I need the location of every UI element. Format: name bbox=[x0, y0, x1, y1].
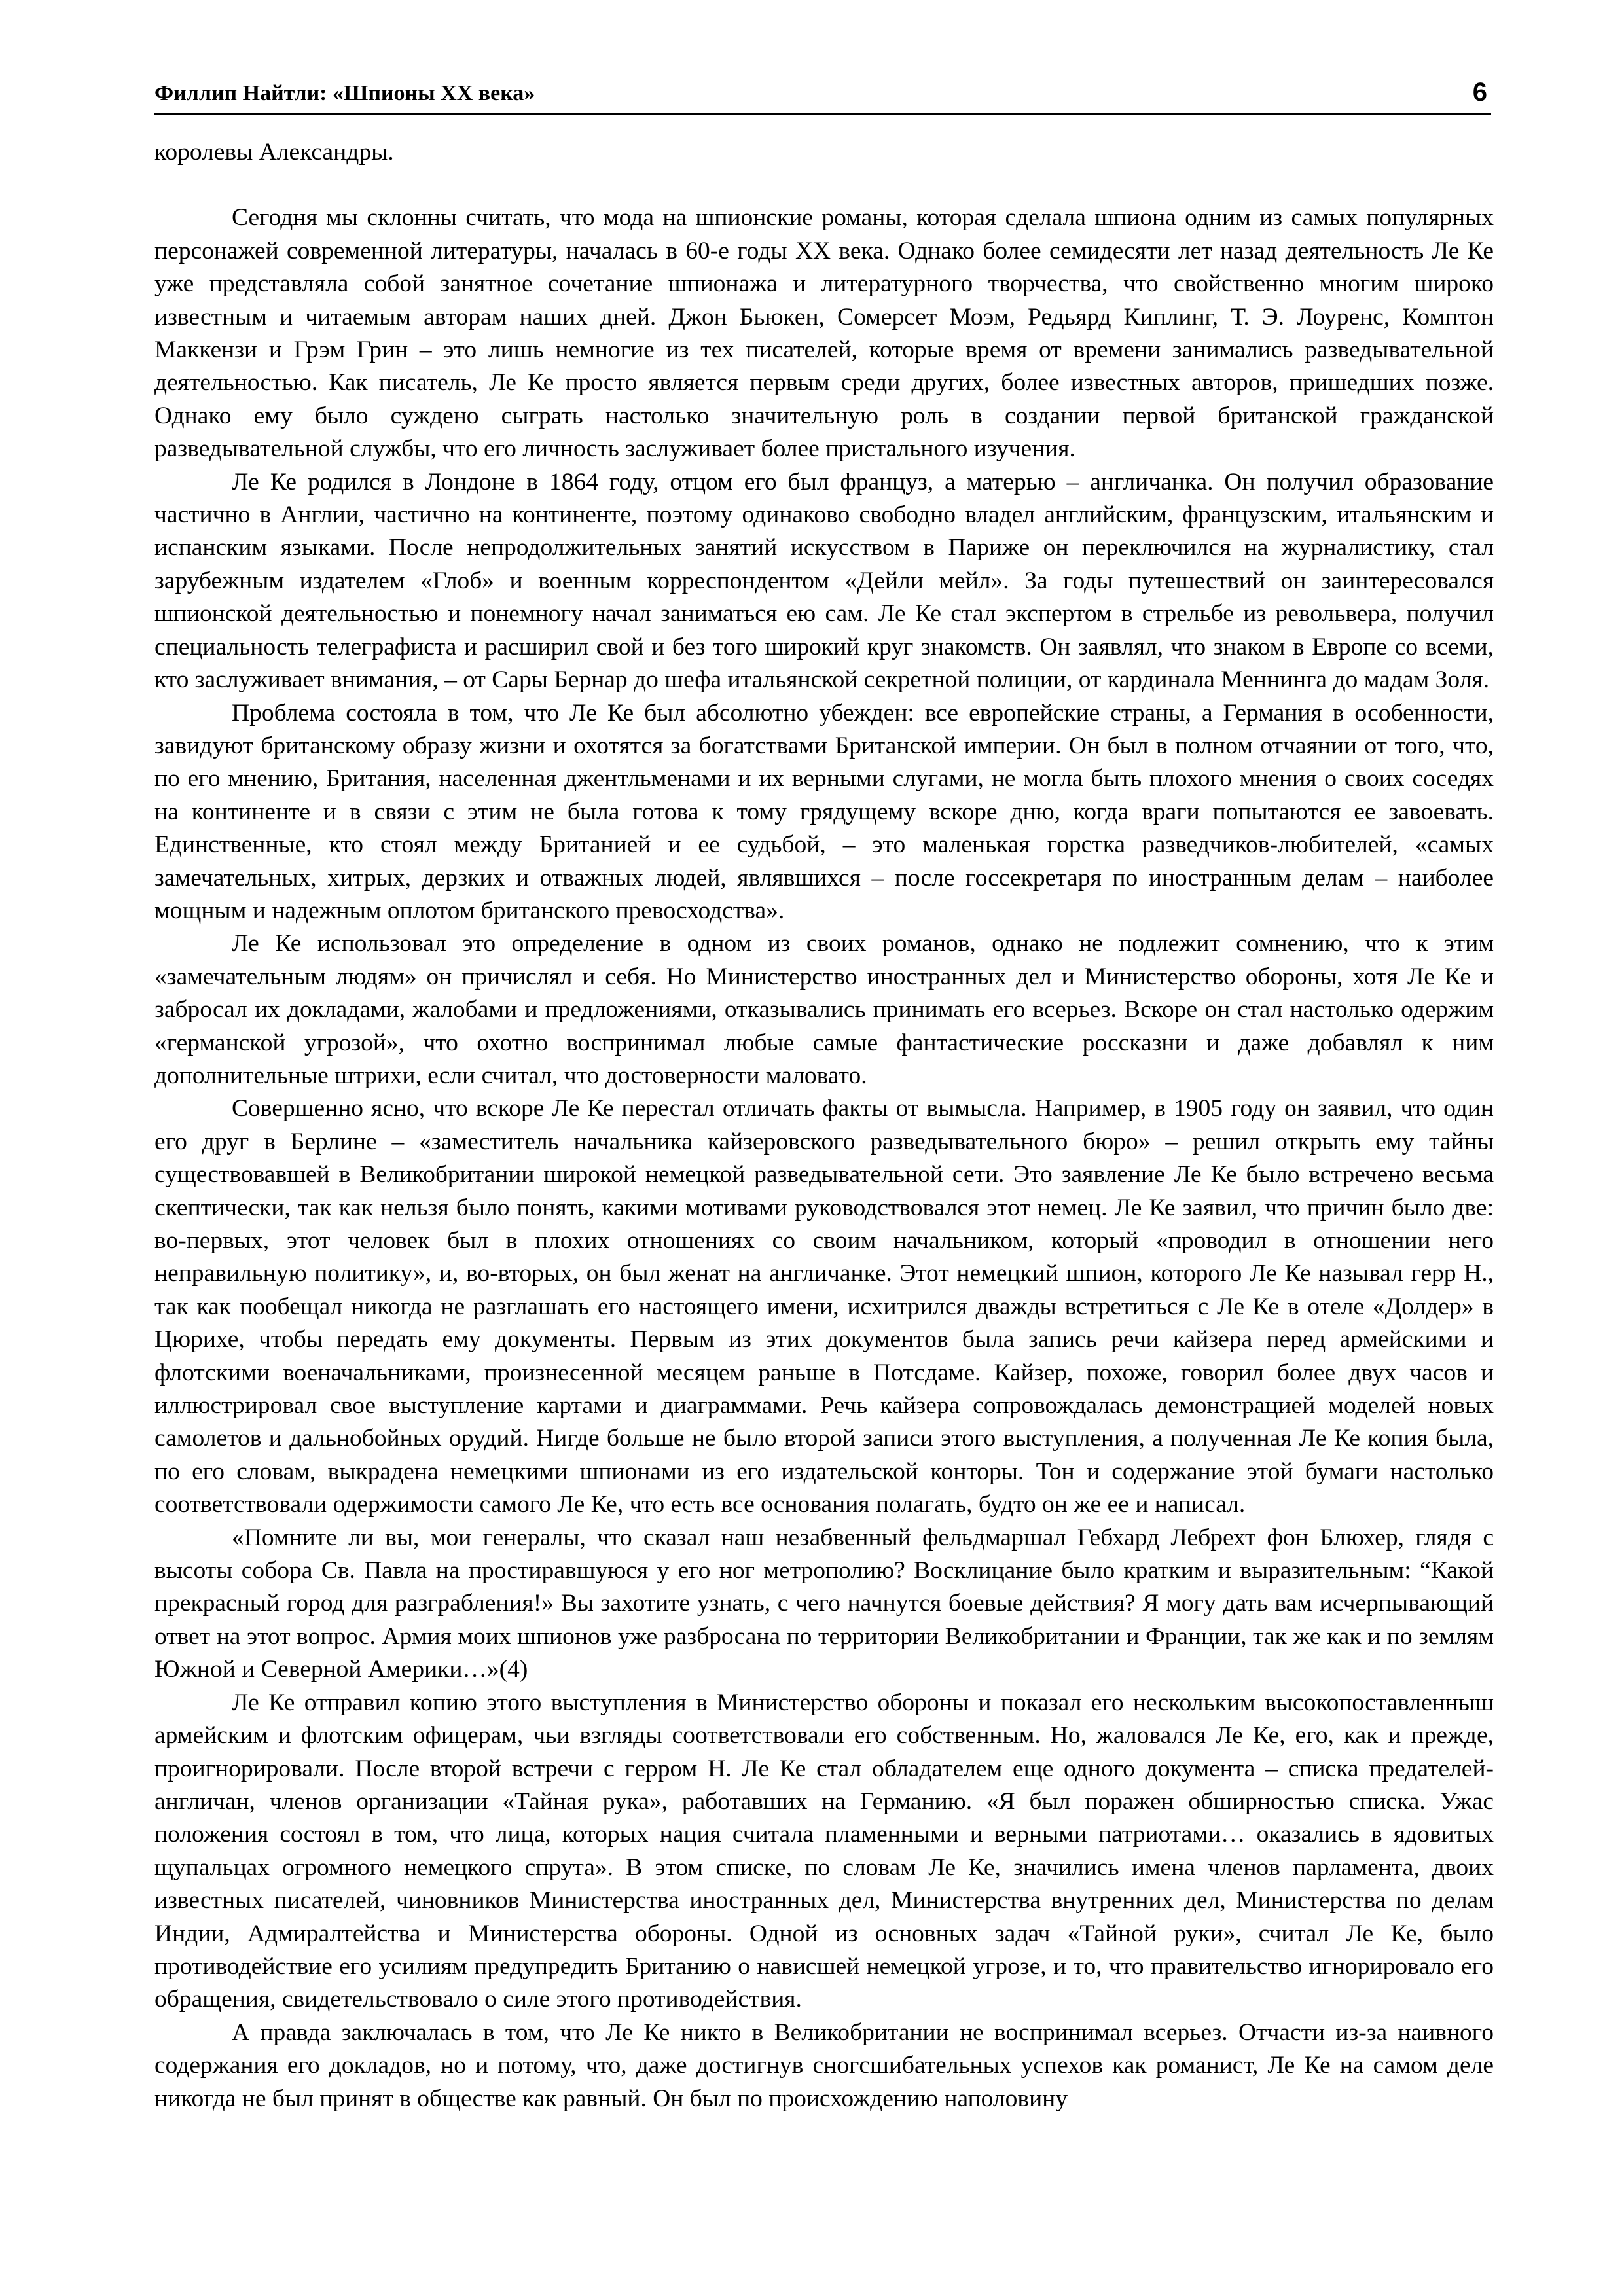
paragraph: Ле Ке родился в Лондоне в 1864 году, отцом его был француз, а матерью – англичанка. Он получил образование частично в Англии, частично на континенте, поэтому одинаково свободно владел английским, французским, итальянским и испанским языками. После непродолжительных занятий искусством в Париже он переключился на журналистику, стал зарубежным издателем «Глоб» и военным корреспондентом «Дейли мейл». За годы путешествий он заинтересовался шпионской деятельностью и понемногу начал заниматься ею сам. Ле Ке стал экспертом в стрельбе из револьвера, получил специальность телеграфиста и расширил свой и без того широкий круг знакомств. Он заявлял, что знаком в Европе со всеми, кто заслуживает внимания, – от Сары Бернар до шефа итальянской секретной полиции, от кардинала Меннинга до мадам Золя. bbox=[154, 468, 1494, 694]
body-text bbox=[154, 136, 1494, 2115]
running-header bbox=[154, 73, 1491, 115]
paragraph: Сегодня мы склонны считать, что мода на шпионские романы, которая сделала шпиона одним из самых популярных персонажей современной литературы, началась в 60-е годы XX века. Однако более семидесяти лет назад деятельность Ле Ке уже представляла собой занятное сочетание шпионажа и литературного творчества, что свойственно многим широко известным и читаемым авторам наших дней. Джон Бьюкен, Сомерсет Моэм, Редьярд Киплинг, Т. Э. Лоуренс, Комптон Маккензи и Грэм Грин – это лишь немногие из тех писателей, которые время от времени занимались разведывательной деятельностью. Как писатель, Ле Ке просто является первым среди других, более известных авторов, пришедших позже. Однако ему было суждено сыграть настолько значительную роль в создании первой британской гражданской разведывательной службы, что его личность заслуживает более пристального изучения. bbox=[154, 204, 1494, 463]
paragraph: королевы Александры. bbox=[154, 139, 394, 166]
header-title: Филлип Найтли: «Шпионы XX века» bbox=[154, 81, 535, 105]
paragraph: Ле Ке отправил копию этого выступления в Министерство обороны и показал его нескольким высокопоставленныш армейским и флотским офицерам, чьи взгляды соответствовали его собственным. Но, жаловался Ле Ке, его, как и прежде, проигнорировали. После второй встречи с герром Н. Ле Ке стал обладателем еще одного документа – списка предателей-англичан, членов организации «Тайная рука», работавших на Германию. «Я был поражен обширностью списка. Ужас положения состоял в том, что лица, которых нация считала пламенными и верными патриотами… оказались в ядовитых щупальцах огромного немецкого спрута». В этом списке, по словам Ле Ке, значились имена членов парламента, двоих известных писателей, чиновников Министерства иностранных дел, Министерства внутренних дел, Министерства по делам Индии, Адмиралтейства и Министерства обороны. Одной из основных задач «Тайной руки», считал Ле Ке, было противодействие его усилиям предупредить Британию о нависшей немецкой угрозе, и то, что правительство игнорировало его обращения, свидетельствовало о силе этого противодействия. bbox=[154, 1689, 1494, 2013]
paragraph: А правда заключалась в том, что Ле Ке никто в Великобритании не воспринимал всерьез. Отчасти из-за наивного содержания его докладов, но и потому, что, даже достигнув сногсшибательных успехов как романист, Ле Ке на самом деле никогда не был принят в обществе как равный. Он был по происхождению наполовину bbox=[154, 2018, 1494, 2112]
page-number: 6 bbox=[1472, 78, 1487, 107]
paragraph: Проблема состояла в том, что Ле Ке был абсолютно убежден: все европейские страны, а Германия в особенности, завидуют британскому образу жизни и охотятся за богатствами Британской империи. Он был в полном отчаянии от того, что, по его мнению, Британия, населенная джентльменами и их верными слугами, не могла быть плохого мнения о своих соседях на континенте и в связи с этим не была готова к тому грядущему вскоре дню, когда враги попытаются ее завоевать. Единственные, кто стоял между Британией и ее судьбой, – это маленькая горстка разведчиков-любителей, «самых замечательных, хитрых, дерзких и отважных людей, являвшихся – после госсекретаря по иностранным делам – наиболее мощным и надежным оплотом британского превосходства». bbox=[154, 699, 1494, 924]
paragraph: Совершенно ясно, что вскоре Ле Ке перестал отличать факты от вымысла. Например, в 1905 году он заявил, что один его друг в Берлине – «заместитель начальника кайзеровского разведывательного бюро» – решил открыть ему тайны существовавшей в Великобритании широкой немецкой разведывательной сети. Это заявление Ле Ке было встречено весьма скептически, так как нельзя было понять, какими мотивами руководствовался этот немец. Ле Ке заявил, что причин было две: во-первых, этот человек был в плохих отношениях со своим начальником, который «проводил в отношении него неправильную политику», и, во-вторых, он был женат на англичанке. Этот немецкий шпион, которого Ле Ке называл герр Н., так как пообещал никогда не разглашать его настоящего имени, исхитрился дважды встретиться с Ле Ке в отеле «Долдер» в Цюрихе, чтобы передать ему документы. Первым из этих документов была запись речи кайзера перед армейскими и флотскими военачальниками, произнесенной месяцем раньше в Потсдаме. Кайзер, похоже, говорил более двух часов и иллюстрировал свое выступление картами и диаграммами. Речь кайзера сопровождалась демонстрацией моделей новых самолетов и дальнобойных орудий. Нигде больше не было второй записи этого выступления, а полученная Ле Ке копия была, по его словам, выкрадена немецкими шпионами из его издательской конторы. Тон и содержание этой бумаги настолько соответствовали одержимости самого Ле Ке, что есть все основания полагать, будто он же ее и написал. bbox=[154, 1095, 1494, 1518]
paragraph: Ле Ке использовал это определение в одном из своих романов, однако не подлежит сомнению, что к этим «замечательным людям» он причислял и себя. Но Министерство иностранных дел и Министерство обороны, хотя Ле Ке и забросал их докладами, жалобами и предложениями, отказывались принимать его всерьез. Вскоре он стал настолько одержим «германской угрозой», что охотно воспринимал любые самые фантастические россказни и даже добавлял к ним дополнительные штрихи, если считал, что достоверности маловато. bbox=[154, 930, 1494, 1089]
quote-paragraph: «Помните ли вы, мои генералы, что сказал наш незабвенный фельдмаршал Гебхард Лебрехт фон Блюхер, глядя с высоты собора Св. Павла на простиравшуюся у его ног метрополию? Восклицание было кратким и выразительным: “Какой прекрасный город для разграбления!» Вы захотите узнать, с чего начнутся боевые действия? Я могу дать вам исчерпывающий ответ на этот вопрос. Армия моих шпионов уже разбросана по территории Великобритании и Франции, так же как и по землям Южной и Северной Америки…»(4) bbox=[154, 1524, 1494, 1683]
